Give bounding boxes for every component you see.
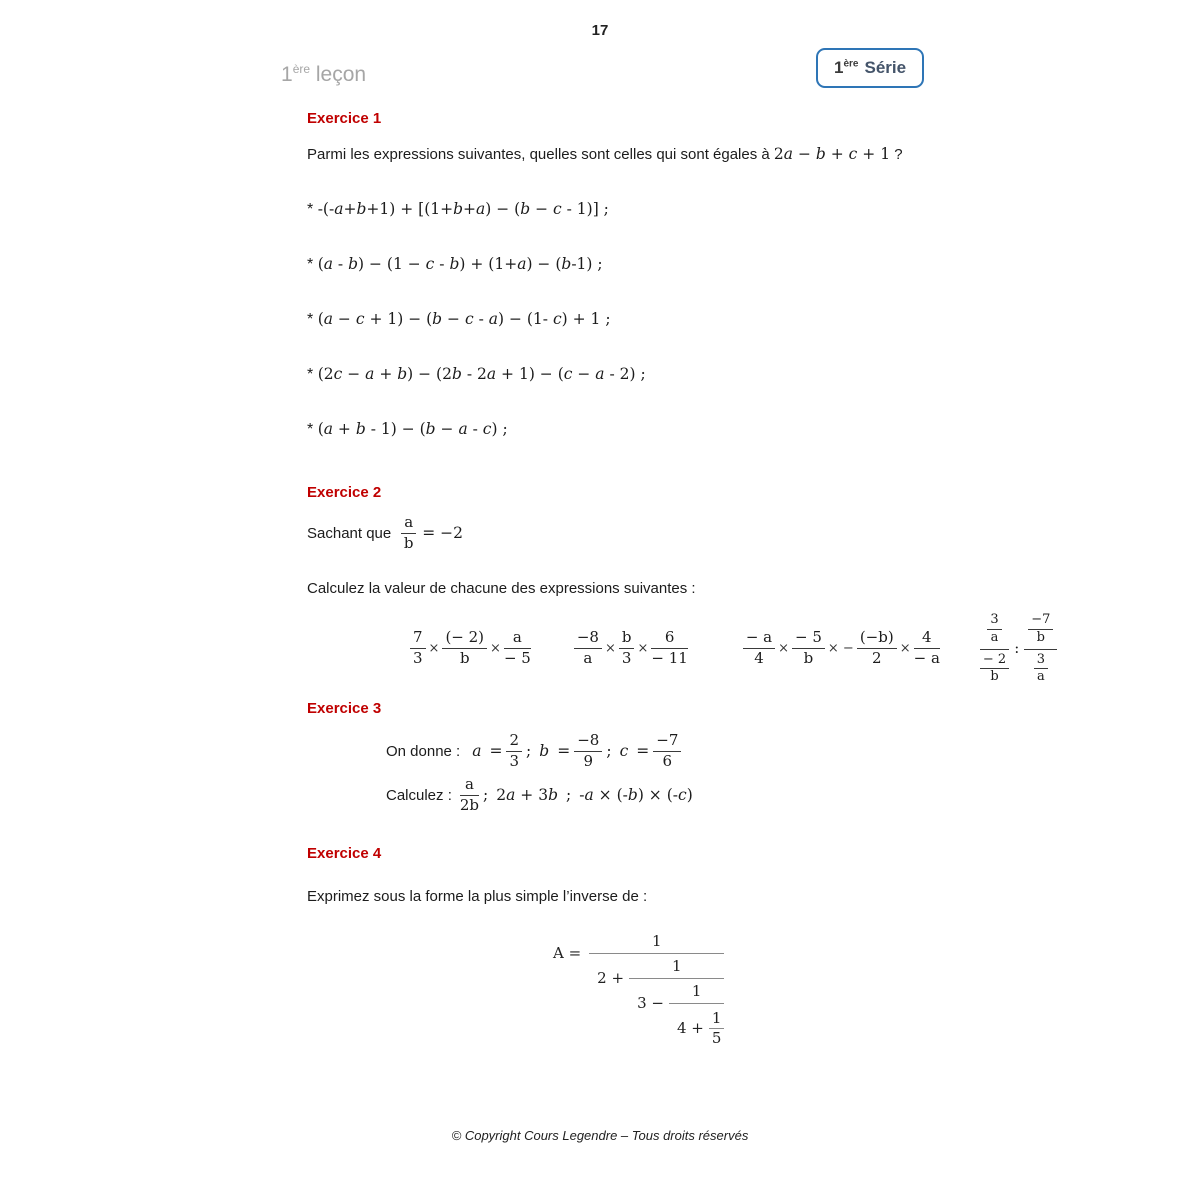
times-minus-operator: × − (827, 640, 854, 656)
lesson-ordinal-suffix: ère (292, 62, 311, 76)
given-equals: = −2 (422, 524, 463, 542)
exercise1-item-4 (307, 365, 646, 384)
exercise3-title: Exercice 3 (307, 700, 382, 717)
exercise3-given-line (386, 728, 681, 774)
numerator: 1 (589, 932, 724, 954)
exercise4-title: Exercice 4 (307, 845, 382, 862)
fraction: $\frac{-7}{b}$ (1028, 613, 1053, 646)
lesson-word: leçon (315, 63, 367, 86)
lesson-number: 1 (281, 63, 293, 86)
times-operator: × (778, 640, 790, 656)
exercise4-instruction: Exprimez sous la forme la plus simple l’inverse de : (307, 888, 648, 905)
separator: ; (566, 786, 572, 804)
calc-label: Calculez : (386, 786, 452, 804)
variable-a: a (472, 742, 482, 760)
fraction: $\frac{4}{- a}$ (913, 628, 940, 667)
bullet: * (307, 366, 314, 383)
fraction: $\frac{(-b)}{2}$ (857, 629, 897, 667)
cfrac-level-1 (589, 932, 724, 1048)
fraction: $\frac{- a}{4}$ (743, 629, 775, 667)
fraction: $\frac{6}{- 11}$ (651, 628, 688, 667)
cfrac-level-3 (669, 982, 724, 1048)
series-ordinal-suffix: ère (843, 58, 859, 70)
times-operator: × (604, 640, 616, 656)
expression-1 (410, 629, 531, 667)
separator: ; (483, 786, 489, 804)
fraction: $\frac{- 5}{b}$ (792, 629, 825, 667)
copyright-footer: © Copyright Cours Legendre – Tous droits réservés (451, 1128, 749, 1143)
fraction: $\frac{-8}{9}$ (574, 732, 602, 770)
exercise1-item-3 (307, 310, 646, 329)
exercise1-intro-math: 2a − b + c + 1 (773, 145, 891, 163)
variable-c: c (619, 742, 629, 760)
expression-2 (574, 629, 688, 667)
exercise2-title: Exercice 2 (307, 484, 382, 501)
exercise2-instruction: Calculez la valeur de chacune des expressions suivantes : (307, 580, 696, 597)
times-operator: × (490, 640, 501, 656)
variable-b: b (539, 742, 550, 760)
expression: (a - b) − (1 − c - b) + (1+a) − (b-1) ; (317, 255, 603, 273)
fraction: $\frac{7}{3}$ (410, 629, 426, 667)
series-badge (816, 48, 924, 88)
series-number: 1 (834, 58, 844, 77)
bullet: * (307, 311, 314, 328)
times-operator: × (637, 640, 649, 656)
numerator: 1 (669, 982, 724, 1004)
exercise1-title: Exercice 1 (307, 110, 382, 127)
fraction-a-over-b: $\frac{a}{b}$ (401, 514, 416, 552)
exercise1-item-1 (307, 200, 646, 219)
exercise1-intro-suffix: ? (894, 146, 903, 163)
division-colon: : (1014, 639, 1020, 657)
expression: (2c − a + b) − (2b - 2a + 1) − (c − a - 2) ; (317, 365, 646, 383)
given-label: On donne : (386, 742, 461, 760)
exercise1-intro (307, 145, 903, 163)
denominator-prefix: 2 + (597, 969, 625, 987)
fraction: $\frac{b}{3}$ (619, 629, 635, 667)
exercise3-calc-line (386, 774, 697, 816)
expression: -(-a+b+1) + [(1+b+a) − (b − c - 1)] ; (317, 200, 609, 218)
calc-item-3: -a × (-b) × (-c) (579, 786, 693, 804)
denominator-prefix: 4 + (676, 1019, 704, 1037)
bullet: * (307, 256, 314, 273)
calc-item-2: 2a + 3b (496, 786, 559, 804)
bullet: * (307, 421, 314, 438)
exercise1-intro-text: Parmi les expressions suivantes, quelles sont celles qui sont égales à (307, 146, 770, 163)
bullet: * (307, 201, 314, 218)
exercise2-given (307, 510, 463, 556)
denominator-prefix: 3 − (637, 994, 664, 1012)
compound-fraction-right (1024, 611, 1057, 686)
page-number: 17 (591, 22, 609, 39)
equals-sign: = (489, 742, 503, 760)
exercise2-expressions (410, 602, 1057, 694)
fraction: $\frac{- 2}{b}$ (980, 653, 1009, 686)
expression-4 (980, 611, 1058, 686)
exercise1-item-2 (307, 255, 646, 274)
times-operator: × (428, 640, 440, 656)
numerator: 1 (629, 957, 724, 979)
fraction: $\frac{-8}{a}$ (574, 629, 602, 667)
lesson-label (281, 62, 366, 87)
cfrac-level-2 (629, 957, 724, 1048)
expression: (a − c + 1) − (b − c - a) − (1- c) + 1 ; (317, 310, 611, 328)
fraction: $\frac{2}{3}$ (506, 732, 522, 770)
fraction: $\frac{3}{a}$ (1034, 653, 1048, 686)
compound-fraction-left (980, 611, 1009, 686)
equals-sign: = (636, 742, 650, 760)
fraction: $\frac{a}{2b}$ (459, 775, 480, 814)
separator: ; (526, 742, 532, 760)
expression: (a + b - 1) − (b − a - c) ; (317, 420, 508, 438)
exercise1-items (307, 200, 646, 475)
fraction: $\frac{a}{- 5}$ (503, 628, 531, 667)
times-operator: × (899, 640, 911, 656)
series-word: Série (864, 58, 907, 77)
continued-fraction (553, 932, 724, 1048)
exercise1-item-5 (307, 420, 646, 439)
fraction: $\frac{3}{a}$ (987, 613, 1001, 646)
given-label: Sachant que (307, 524, 392, 542)
separator: ; (606, 742, 612, 760)
fraction: $\frac{(- 2)}{b}$ (442, 629, 487, 667)
formula-lhs: A = (553, 944, 582, 962)
fraction: $\frac{-7}{6}$ (653, 732, 681, 770)
expression-3 (743, 629, 940, 667)
fraction-one-fifth: $\frac{1}{5}$ (709, 1010, 725, 1048)
equals-sign: = (557, 742, 571, 760)
